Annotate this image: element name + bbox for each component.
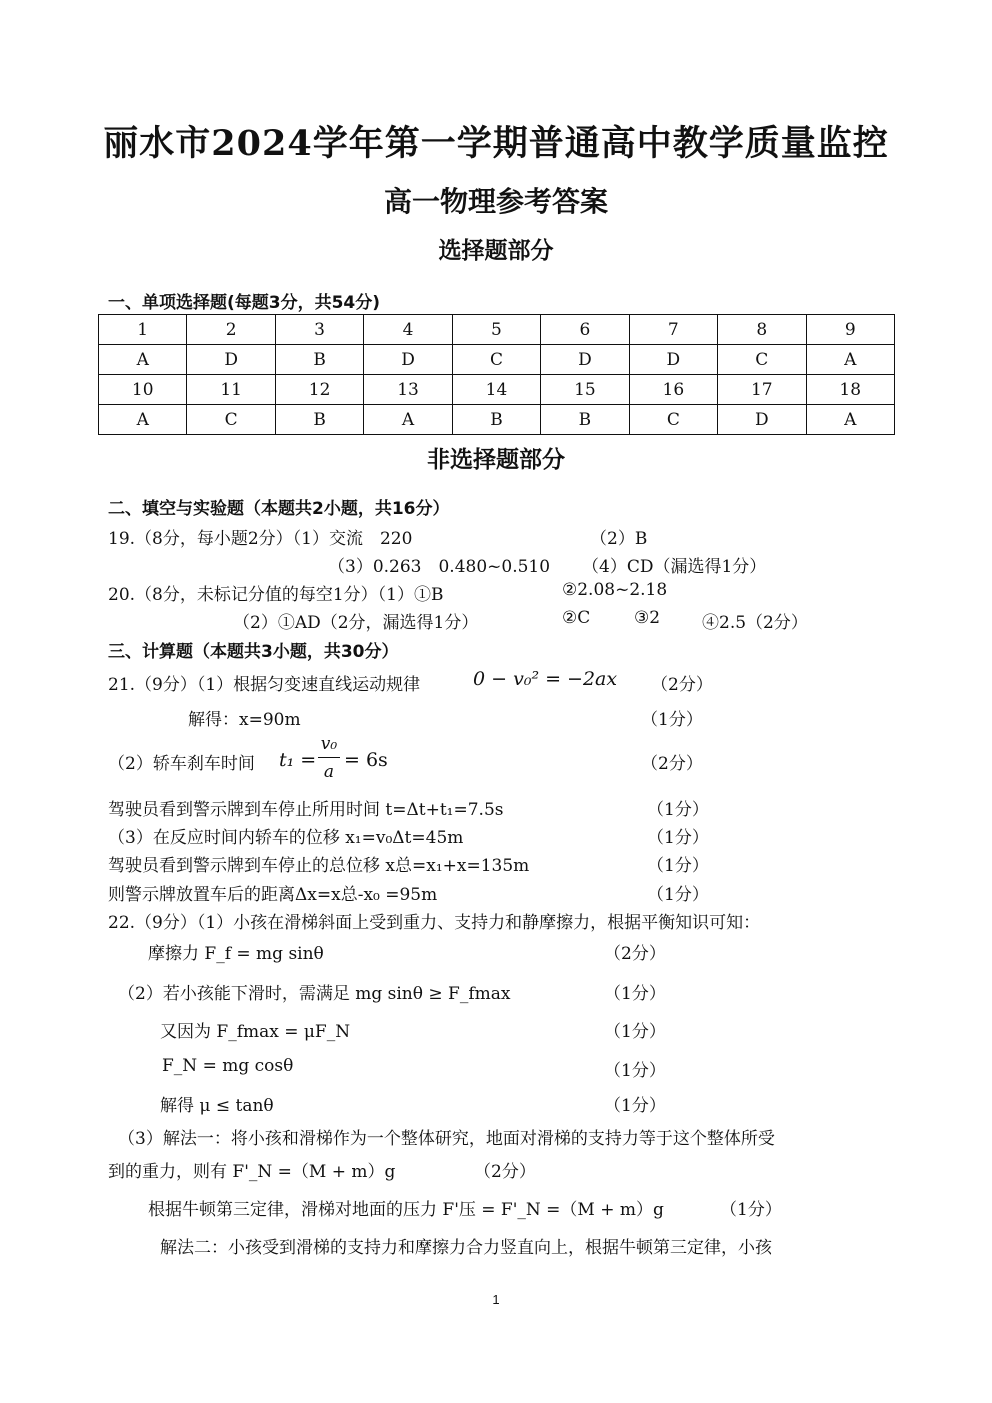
table-cell: 13 xyxy=(364,375,452,405)
table-cell: 16 xyxy=(629,375,717,405)
q22-line-8: 到的重力，则有 F'_N =（M + m）g xyxy=(108,1162,396,1182)
q22-points-6: （1分） xyxy=(604,1096,666,1116)
q22-line-3: （2）若小孩能下滑时，需满足 mg sinθ ≥ F_fmax xyxy=(118,984,511,1004)
q21-equation-3-rhs: = 6s xyxy=(344,749,388,771)
document-subtitle: 高一物理参考答案 xyxy=(383,185,608,218)
q22-line-10: 解法二：小孩受到滑梯的支持力和摩擦力合力竖直向上，根据牛顿第三定律，小孩 xyxy=(160,1238,772,1258)
q20-answer-1b: ②2.08~2.18 xyxy=(562,580,668,600)
q21-equation-1: 0 − v₀² = −2ax xyxy=(473,668,618,690)
table-cell: 11 xyxy=(187,375,275,405)
q21-equation-3-lhs: t₁ = xyxy=(279,749,317,771)
q21-line-5: （3）在反应时间内轿车的位移 x₁=v₀Δt=45m xyxy=(108,828,464,848)
table-cell: 7 xyxy=(629,315,717,345)
q21-line-4: 驾驶员看到警示牌到车停止所用时间 t=Δt+t₁=7.5s xyxy=(108,800,504,820)
table-cell: C xyxy=(718,345,806,375)
fraction-bar xyxy=(318,757,340,758)
table-row xyxy=(99,405,895,435)
q19-line-1: 19.（8分，每小题2分）（1）交流 220 xyxy=(108,529,413,549)
table-cell: 5 xyxy=(452,315,540,345)
q21-points-2: （1分） xyxy=(641,710,703,730)
table-cell: C xyxy=(629,405,717,435)
q21-points-1: （2分） xyxy=(651,675,713,695)
q21-points-4: （1分） xyxy=(647,800,709,820)
table-cell: D xyxy=(364,345,452,375)
q19-answer-3: （3）0.263 0.480~0.510 xyxy=(328,557,551,577)
table-cell: 4 xyxy=(364,315,452,345)
q20-answer-2c: ③2 xyxy=(634,608,661,628)
table-cell: B xyxy=(452,405,540,435)
table-cell: 2 xyxy=(187,315,275,345)
part-heading-non-choice: 非选择题部分 xyxy=(427,447,565,473)
q22-points-3: （1分） xyxy=(604,984,666,1004)
q21-line-7: 则警示牌放置车后的距离Δx=x总-x₀ =95m xyxy=(108,885,438,905)
page-number: 1 xyxy=(492,1292,500,1307)
table-cell: A xyxy=(806,405,895,435)
q19-answer-2: （2）B xyxy=(590,529,648,549)
table-cell: B xyxy=(275,405,363,435)
table-cell: 10 xyxy=(99,375,187,405)
q20-answer-2a: （2）①AD（2分，漏选得1分） xyxy=(233,613,479,633)
q22-line-6: 解得 μ ≤ tanθ xyxy=(160,1096,274,1116)
table-cell: 3 xyxy=(275,315,363,345)
q21-line-1: 21.（9分）（1）根据匀变速直线运动规律 xyxy=(108,675,421,695)
q21-points-7: （1分） xyxy=(647,885,709,905)
section-heading-fill: 二、填空与实验题（本题共2小题，共16分） xyxy=(108,499,450,519)
section-heading-calc: 三、计算题（本题共3小题，共30分） xyxy=(108,642,399,662)
q21-points-6: （1分） xyxy=(647,856,709,876)
table-cell: 12 xyxy=(275,375,363,405)
table-cell: D xyxy=(187,345,275,375)
table-cell: 18 xyxy=(806,375,895,405)
q22-line-5: F_N = mg cosθ xyxy=(162,1056,294,1076)
q21-line-2: 解得：x=90m xyxy=(188,710,301,730)
q22-points-9: （1分） xyxy=(720,1200,782,1220)
table-cell: 17 xyxy=(718,375,806,405)
table-cell: B xyxy=(541,405,629,435)
document-title: 丽水市2024学年第一学期普通高中教学质量监控 xyxy=(103,123,889,164)
q22-line-2: 摩擦力 F_f = mg sinθ xyxy=(148,944,324,964)
table-cell: A xyxy=(806,345,895,375)
q21-points-3: （2分） xyxy=(641,754,703,774)
table-cell: D xyxy=(718,405,806,435)
q22-points-8: （2分） xyxy=(474,1162,536,1182)
q22-line-7: （3）解法一：将小孩和滑梯作为一个整体研究，地面对滑梯的支持力等于这个整体所受 xyxy=(118,1129,775,1149)
table-cell: D xyxy=(541,345,629,375)
table-cell: 6 xyxy=(541,315,629,345)
table-cell: 14 xyxy=(452,375,540,405)
q21-line-6: 驾驶员看到警示牌到车停止的总位移 x总=x₁+x=135m xyxy=(108,856,530,876)
table-cell: C xyxy=(452,345,540,375)
q22-points-5: （1分） xyxy=(604,1061,666,1081)
q22-points-4: （1分） xyxy=(604,1022,666,1042)
table-cell: C xyxy=(187,405,275,435)
q22-points-2: （2分） xyxy=(604,944,666,964)
answer-table xyxy=(98,314,895,435)
q21-equation-3-numerator: v₀ xyxy=(320,734,338,754)
table-cell: 1 xyxy=(99,315,187,345)
table-row xyxy=(99,315,895,345)
table-cell: A xyxy=(364,405,452,435)
q20-answer-2b: ②C xyxy=(562,608,591,628)
q19-answer-4: （4）CD（漏选得1分） xyxy=(582,557,767,577)
q22-line-9: 根据牛顿第三定律，滑梯对地面的压力 F'压 = F'_N =（M + m）g xyxy=(148,1200,664,1220)
table-cell: A xyxy=(99,405,187,435)
table-cell: B xyxy=(275,345,363,375)
part-heading-choice: 选择题部分 xyxy=(438,238,554,264)
q20-line-1: 20.（8分，未标记分值的每空1分）（1）①B xyxy=(108,585,444,605)
table-cell: A xyxy=(99,345,187,375)
q21-points-5: （1分） xyxy=(647,828,709,848)
table-cell: 9 xyxy=(806,315,895,345)
table-row xyxy=(99,345,895,375)
table-row xyxy=(99,375,895,405)
table-cell: 15 xyxy=(541,375,629,405)
q21-equation-3-denominator: a xyxy=(323,762,335,782)
q20-answer-2d: ④2.5（2分） xyxy=(702,613,808,633)
table-cell: 8 xyxy=(718,315,806,345)
q22-line-1: 22.（9分）（1）小孩在滑梯斜面上受到重力、支持力和静摩擦力，根据平衡知识可知： xyxy=(108,913,761,933)
q22-line-4: 又因为 F_fmax = μF_N xyxy=(160,1022,351,1042)
section-heading-single-choice: 一、单项选择题(每题3分，共54分) xyxy=(108,293,381,313)
table-cell: D xyxy=(629,345,717,375)
q21-line-3: （2）轿车刹车时间 xyxy=(108,754,255,774)
